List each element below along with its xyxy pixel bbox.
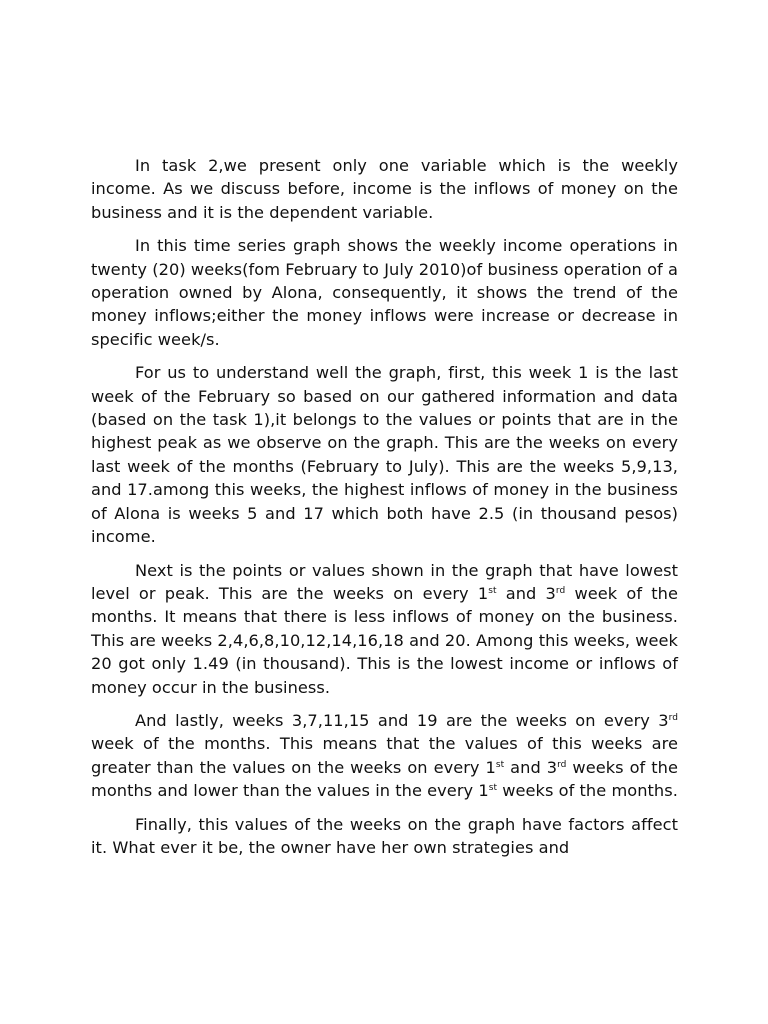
paragraph-time-series-description	[91, 234, 678, 351]
text-run: and 3	[504, 757, 558, 777]
ordinal-suffix: rd	[555, 585, 566, 596]
text-run: For us to understand well the graph, first, this week 1 is the last week of the February so based on our gathered information and data (based on the task 1),it belongs to the values or points that are in the highest peak as we observe on the graph. This are the weeks on every last week of the months (February to July). This are the weeks 5,9,13, and 17.among this weeks, the highest inflows of money in the business of Alona is weeks 5 and 17 which both have 2.5 (in thousand pesos) income.	[91, 363, 678, 547]
text-run: In task 2,we present only one variable which is the weekly income. As we discuss before, income is the inflows of money on the business and it is the dependent variable.	[91, 156, 678, 222]
text-run: and 3	[496, 583, 556, 603]
paragraph-lowest-level-weeks	[91, 559, 678, 699]
ordinal-suffix: rd	[668, 712, 678, 723]
paragraph-highest-peak-weeks	[91, 361, 678, 548]
text-run: week of the months. This means that the values of this weeks are greater than the values on the weeks on every 1	[91, 734, 678, 777]
paragraph-third-week-values	[91, 709, 678, 803]
text-run: week of the months. It means that there is less inflows of money on the business. This are weeks 2,4,6,8,10,12,14,16,18 and 20. Among this weeks, week 20 got only 1.49 (in thousand). This is the lowest income or inflows of money occur in the business.	[91, 583, 678, 697]
text-run: And lastly, weeks 3,7,11,15 and 19 are the weeks on every 3	[135, 710, 669, 730]
document-page	[91, 154, 678, 869]
paragraph-finally-factors	[91, 813, 678, 860]
ordinal-suffix: rd	[557, 759, 567, 770]
text-run: Next is the points or values shown in the graph that have lowest level or peak. This are the weeks on every 1	[91, 560, 678, 603]
paragraph-task-2-intro	[91, 154, 678, 224]
text-run: weeks of the months and lower than the values in the every 1	[91, 757, 678, 801]
text-run: Finally, this values of the weeks on the graph have factors affect it. What ever it be, the owner have her own strategies and	[91, 814, 678, 857]
ordinal-suffix: st	[495, 759, 505, 770]
ordinal-suffix: st	[488, 585, 497, 596]
text-run: In this time series graph shows the weekly income operations in twenty (20) weeks(fom February to July 2010)of business operation of a operation owned by Alona, consequently, it shows the trend of the money inflows;either the money inflows were increase or decrease in specific week/s.	[91, 236, 678, 349]
ordinal-suffix: st	[488, 783, 498, 794]
text-run: weeks of the months.	[497, 781, 678, 801]
